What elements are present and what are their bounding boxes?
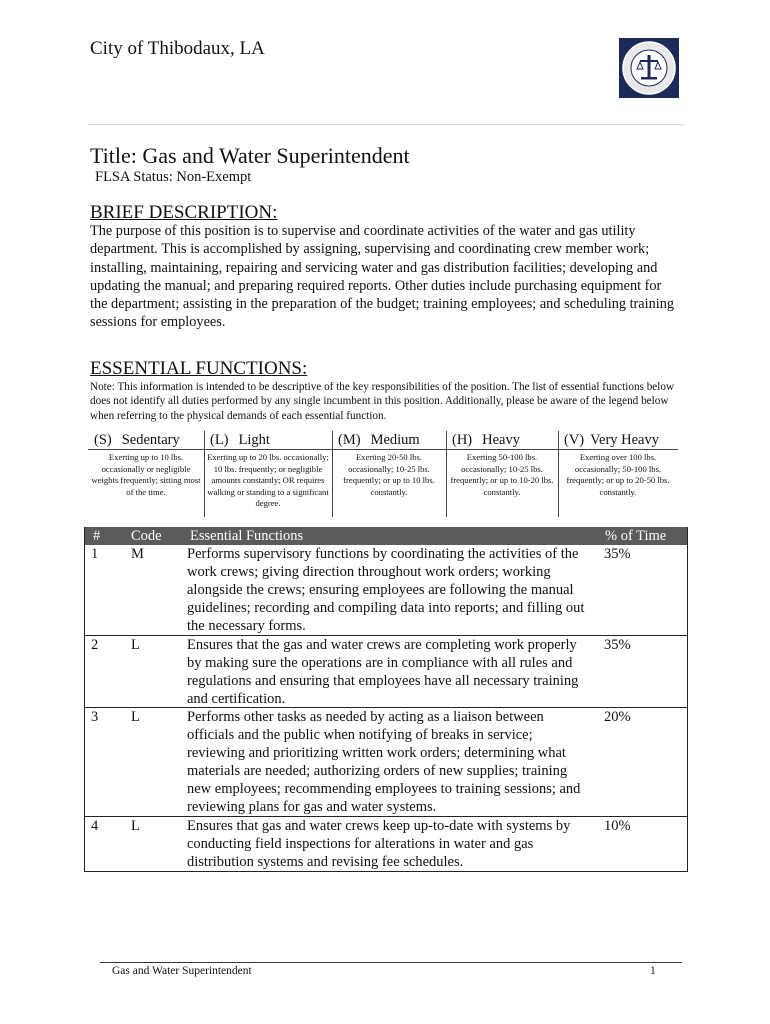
row-percent: 35%	[604, 637, 631, 653]
row-number: 3	[91, 709, 99, 725]
city-name: City of Thibodaux, LA	[90, 38, 265, 59]
row-function: Ensures that the gas and water crews are completing work properly by making sure the operations are in compliance with all rules and regulations and ensuring that employees have all necessary training and certification.	[187, 637, 579, 707]
table-row	[85, 635, 687, 707]
legend-code: (S)	[94, 432, 112, 448]
row-code: L	[131, 637, 140, 653]
legend-description: Exerting up to 10 lbs. occasionally or negligible weights frequently; sitting most of the time.	[91, 452, 201, 497]
footer-title: Gas and Water Superintendent	[112, 965, 252, 977]
legend-description: Exerting over 100 lbs. occasionally; 50-100 lbs. frequently; or up to 20-50 lbs. constantly.	[566, 452, 670, 497]
essential-functions-heading-text: ESSENTIAL FUNCTIONS:	[90, 358, 308, 379]
document-title: Title: Gas and Water Superintendent	[90, 143, 410, 168]
column-header-percent-time: % of Time	[605, 528, 667, 544]
row-function: Performs other tasks as needed by acting as a liaison between officials and the public when notifying of breaks in service; reviewing and prioritizing written work orders; determining what materials are needed; authorizing orders of new supplies; training new employees; recommending employees to training sessions; and reviewing plans for gas and water systems.	[187, 709, 581, 815]
essential-functions-note: Note: This information is intended to be descriptive of the key responsibilities of the position. The list of essential functions below does not identify all duties performed by any single incumbent in this position. Additionally, please be aware of the legend below when referring to the physical demands of each essential function.	[90, 381, 675, 422]
column-header-functions: Essential Functions	[190, 528, 304, 544]
legend-sedentary	[88, 431, 205, 517]
legend-label: Light	[238, 432, 270, 448]
essential-functions-heading	[90, 358, 307, 380]
column-header-code: Code	[131, 528, 162, 544]
row-number: 4	[91, 818, 99, 834]
brief-description-text: The purpose of this position is to supervise and coordinate activities of the water and gas utility department. This is accomplished by assigning, supervising and coordinating crew member work; installing, maintaining, repairing and servicing water and gas distribution facilities; developing and updating the manual; and preparing required reports. Other duties include purchasing equipment for the department; assisting in the preparation of the budget; training employees; and scheduling training sessions for employees.	[90, 223, 675, 331]
table-row	[85, 545, 687, 634]
legend-light	[204, 431, 333, 517]
page-number: 1	[650, 965, 656, 977]
legend-description: Exerting 50-100 lbs. occasionally; 10-25 lbs. frequently; or up to 10-20 lbs. constantly.	[450, 452, 554, 497]
legend-heavy	[446, 431, 559, 517]
legend-description: Exerting 20-50 lbs. occasionally; 10-25 lbs. frequently; or up to 10 lbs. constantly.	[343, 452, 435, 497]
row-percent: 20%	[604, 709, 631, 725]
row-percent: 35%	[604, 546, 631, 562]
legend-code: (V)	[564, 432, 585, 448]
table-header	[85, 527, 687, 545]
row-number: 2	[91, 637, 99, 653]
row-number: 1	[91, 546, 99, 562]
legend-label: Medium	[370, 432, 420, 448]
table-row	[85, 707, 687, 815]
legend-code: (L)	[210, 432, 229, 448]
physical-demands-legend	[88, 431, 678, 517]
legend-very-heavy	[558, 431, 678, 517]
footer-divider	[100, 962, 682, 963]
city-seal-logo	[619, 38, 679, 98]
legend-code: (M)	[338, 432, 361, 448]
essential-functions-table	[84, 527, 688, 872]
legend-code: (H)	[452, 432, 473, 448]
table-row	[85, 816, 687, 871]
row-percent: 10%	[604, 818, 631, 834]
row-code: L	[131, 818, 140, 834]
row-function: Performs supervisory functions by coordinating the activities of the work crews; giving direction throughout work orders; working alongside the crews; ensuring employees are following the manual guidelines; recording and compiling data into reports; and filling out the necessary forms.	[187, 546, 585, 634]
legend-description: Exerting up to 20 lbs. occasionally; 10 lbs. frequently; or negligible amounts constantly; OR requires walking or standing to a significant degree.	[207, 452, 329, 509]
legend-label: Heavy	[482, 432, 520, 448]
row-code: M	[131, 546, 144, 562]
brief-description-heading: BRIEF DESCRIPTION:	[90, 202, 278, 223]
header-divider	[88, 124, 684, 125]
legend-label: Very Heavy	[590, 432, 659, 448]
row-function: Ensures that gas and water crews keep up-to-date with systems by conducting field inspections for alterations in water and gas distribution systems and revising fee schedules.	[187, 818, 571, 870]
column-header-number: #	[93, 528, 101, 544]
flsa-status: FLSA Status: Non-Exempt	[95, 169, 252, 185]
legend-medium	[332, 431, 447, 517]
legend-label: Sedentary	[121, 432, 180, 448]
row-code: L	[131, 709, 140, 725]
